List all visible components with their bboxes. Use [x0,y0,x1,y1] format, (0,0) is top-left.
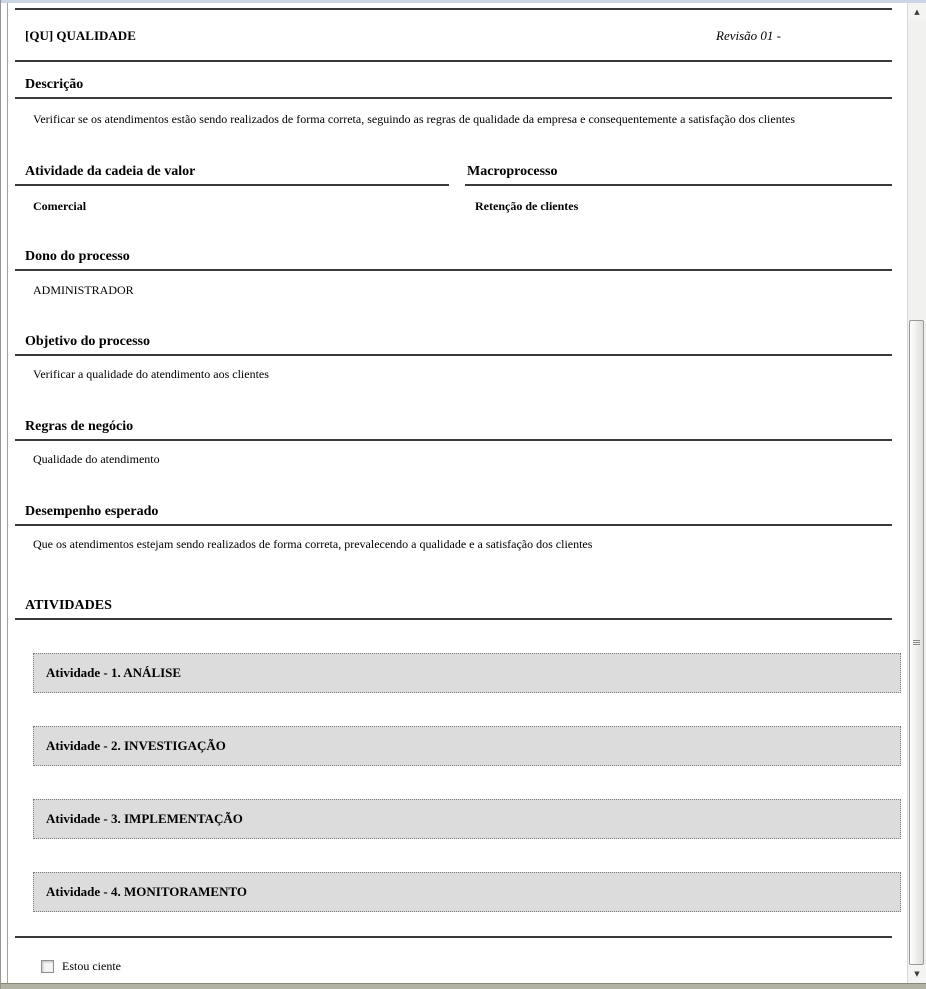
scrollbar-track[interactable] [908,20,926,965]
section-value: Qualidade do atendimento [33,452,160,466]
activity-label: Atividade - 1. ANÁLISE [46,665,182,680]
arrow-down-icon: ▼ [914,970,920,978]
section-heading: Atividade da cadeia de valor [25,164,196,179]
heading-underline [15,439,892,441]
page-left-margin [1,3,8,983]
section-macroprocesso [458,163,907,214]
acknowledge-checkbox[interactable] [41,960,54,973]
revision-box [605,26,892,46]
revision-label: Revisão 01 - [716,28,781,43]
divider [15,60,892,62]
activity-label: Atividade - 3. IMPLEMENTAÇÃO [46,811,243,826]
activity-accordion-4[interactable] [33,872,901,912]
section-heading: Macroprocesso [467,164,558,179]
heading-underline [15,618,892,620]
activity-accordion-3[interactable] [33,799,901,839]
section-value: Comercial [33,199,87,213]
scroll-down-button[interactable] [908,965,926,983]
section-descricao [8,76,907,127]
section-value: Verificar a qualidade do atendimento aos clientes [33,367,269,381]
activity-label: Atividade - 4. MONITORAMENTO [46,884,248,899]
two-column-row [8,163,907,214]
section-value: Retenção de clientes [475,199,579,213]
section-heading: Regras de negócio [25,419,134,434]
section-regras-negocio [8,418,907,467]
document-title: [QU] QUALIDADE [25,28,136,43]
activity-label: Atividade - 2. INVESTIGAÇÃO [46,738,226,753]
section-heading: Descrição [25,77,84,92]
arrow-up-icon: ▲ [914,7,920,16]
section-atividade-cadeia [8,163,458,214]
heading-underline [15,269,892,271]
scroll-up-button[interactable] [908,3,926,20]
vertical-scrollbar[interactable] [907,3,926,983]
process-document-page [8,3,907,983]
heading-underline [15,97,892,99]
section-dono-processo [8,248,907,298]
document-header [25,26,892,46]
activity-accordion-1[interactable] [33,653,901,693]
scrollbar-grip-icon [913,639,920,646]
section-value: Verificar se os atendimentos estão sendo realizados de forma correta, seguindo as regras de qualidade da empresa e consequentemente a satisfação dos clientes [33,112,796,126]
section-heading: Desempenho esperado [25,504,159,519]
activity-accordion-2[interactable] [33,726,901,766]
acknowledge-label: Estou ciente [62,959,121,973]
scrollbar-thumb[interactable] [909,320,924,965]
section-value: ADMINISTRADOR [33,283,134,297]
section-value: Que os atendimentos estejam sendo realizados de forma correta, prevalecendo a qualidade e a satisfação dos clientes [33,537,593,551]
divider [15,8,892,10]
section-objetivo-processo [8,333,907,382]
window-bottom-edge [1,983,926,989]
section-heading: ATIVIDADES [25,598,112,613]
acknowledge-row [41,959,907,973]
divider [15,936,892,938]
heading-underline [15,184,449,186]
section-heading: Objetivo do processo [25,334,150,349]
heading-underline [465,184,892,186]
section-atividades [8,597,907,620]
section-desempenho-esperado [8,503,907,552]
section-heading: Dono do processo [25,249,130,264]
heading-underline [15,354,892,356]
heading-underline [15,524,892,526]
